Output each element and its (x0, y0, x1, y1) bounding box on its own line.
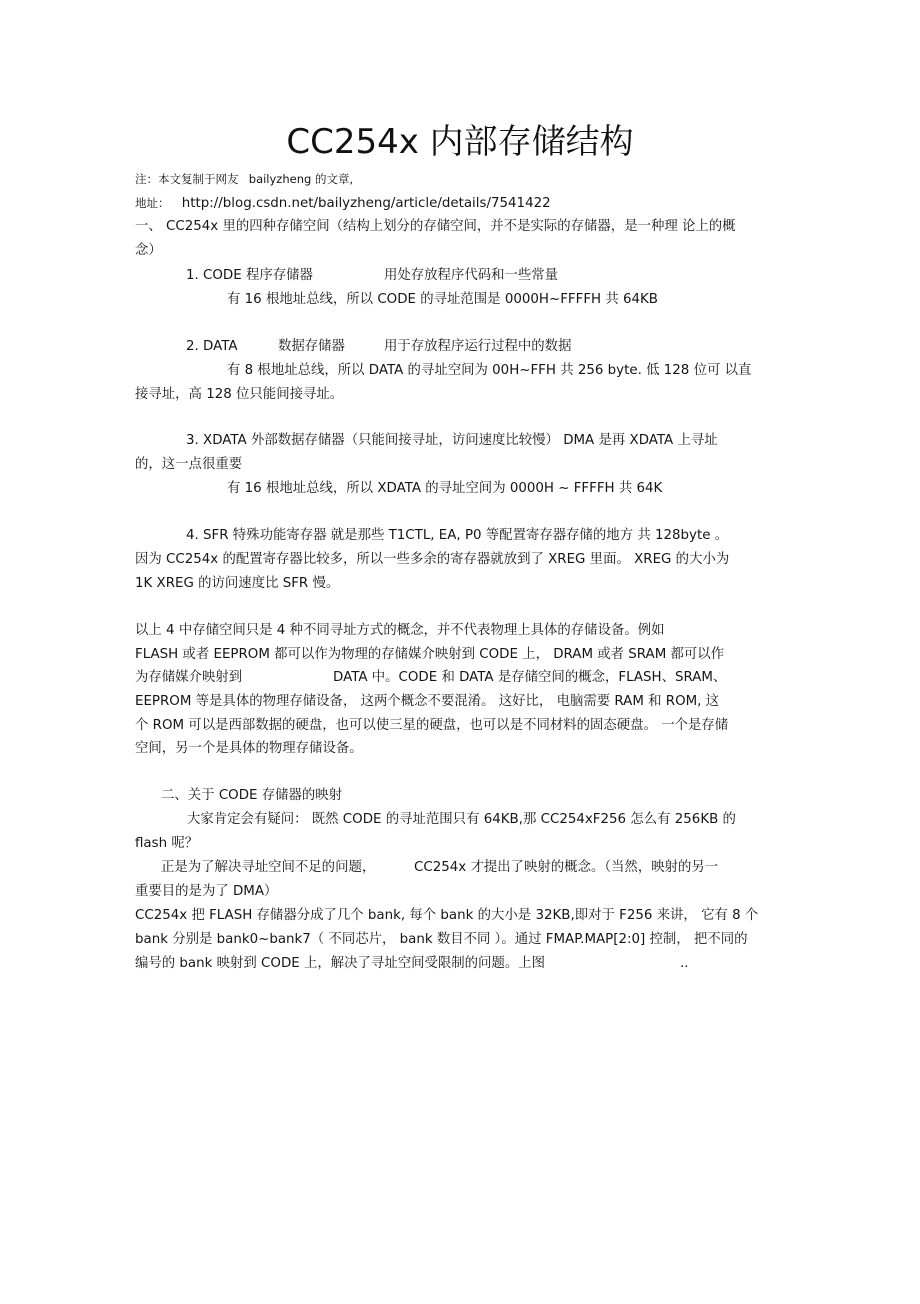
section1-heading-line1: 一、 CC254x 里的四种存储空间（结构上划分的存储空间，并不是实际的存储器，是一种理 论上的概 (135, 219, 736, 234)
address-label: 地址： (135, 196, 170, 210)
section2-line4: 重要目的是为了 DMA） (135, 884, 278, 899)
section2-line7a: 编号的 bank 映射到 CODE 上，解决了寻址空间受限制的问题。上图 (135, 956, 546, 971)
item4-line2: 因为 CC254x 的配置寄存器比较多，所以一些多余的寄存器就放到了 XREG 里面。 XREG 的大小为 (135, 552, 730, 567)
item2-name: 数据存储器 (278, 339, 345, 354)
paragraph1-line5: 个 ROM 可以是西部数据的硬盘，也可以使三星的硬盘，也可以是不同材料的固态硬盘。 一个是存储 (135, 718, 729, 733)
item2-detail-line2: 接寻址，高 128 位只能间接寻址。 (135, 387, 344, 402)
address-url: http://blog.csdn.net/bailyzheng/article/details/7541422 (181, 196, 551, 211)
document-title: CC254x 内部存储结构 (286, 122, 634, 162)
paragraph1-line4: EEPROM 等是具体的物理存储设备， 这两个概念不要混淆。 这好比， 电脑需要 RAM 和 ROM, 这 (135, 694, 720, 709)
section2-line5: CC254x 把 FLASH 存储器分成了几个 bank, 每个 bank 的大小是 32KB,即对于 F256 来讲， 它有 8 个 (135, 908, 759, 923)
section2-line6: bank 分别是 bank0~bank7（ 不同芯片， bank 数目不同 ）。通过 FMAP.MAP[2:0] 控制， 把不同的 (135, 932, 748, 947)
item1-detail: 有 16 根地址总线，所以 CODE 的寻址范围是 0000H~FFFFH 共 64KB (227, 292, 658, 307)
paragraph1-line6: 空间，另一个是具体的物理存储设备。 (135, 741, 363, 756)
item2-desc: 用于存放程序运行过程中的数据 (384, 339, 572, 354)
section2-line1: 大家肯定会有疑问： 既然 CODE 的寻址范围只有 64KB,那 CC254xF256 怎么有 256KB 的 (187, 812, 736, 827)
section1-heading-line2: 念） (135, 243, 162, 258)
item2-title: 2. DATA (186, 339, 238, 354)
paragraph1-line2: FLASH 或者 EEPROM 都可以作为物理的存储媒介映射到 CODE 上， DRAM 或者 SRAM 都可以作 (135, 647, 725, 662)
item3-line2: 的，这一点很重要 (135, 457, 243, 472)
item1-desc: 用处存放程序代码和一些常量 (384, 268, 559, 283)
paragraph1-line1: 以上 4 中存储空间只是 4 种不同寻址方式的概念，并不代表物理上具体的存储设备。例如 (135, 623, 665, 638)
address-line (135, 193, 551, 214)
section2-line2: flash 呢？ (135, 836, 199, 851)
section2-line3b: CC254x 才提出了映射的概念。（当然，映射的另一 (414, 860, 719, 875)
note-line (135, 169, 353, 190)
item3-detail: 有 16 根地址总线，所以 XDATA 的寻址空间为 0000H ~ FFFFH 共 64K (227, 481, 663, 496)
item2-detail-line1: 有 8 根地址总线，所以 DATA 的寻址空间为 00H~FFH 共 256 byte. 低 128 位可 以直 (227, 363, 752, 378)
section2-heading: 二、关于 CODE 存储器的映射 (161, 788, 343, 803)
paragraph1-line3b: DATA 中。CODE 和 DATA 是存储空间的概念，FLASH、SRAM、 (333, 670, 727, 685)
section2-line7b: .. (680, 956, 689, 971)
note-label: 注：本文复制于网友 (135, 172, 239, 186)
note-author: bailyzheng 的文章, (248, 172, 354, 186)
item3-line1: 3. XDATA 外部数据存储器（只能间接寻址，访问速度比较慢） DMA 是再 XDATA 上寻址 (186, 433, 718, 448)
section2-line3a: 正是为了解决寻址空间不足的问题， (161, 860, 376, 875)
item1-title: 1. CODE 程序存储器 (186, 268, 313, 283)
paragraph1-line3a: 为存储媒介映射到 (135, 670, 243, 685)
item4-line1: 4. SFR 特殊功能寄存器 就是那些 T1CTL, EA, P0 等配置寄存器存储的地方 共 128byte 。 (186, 528, 729, 543)
item4-line3: 1K XREG 的访问速度比 SFR 慢。 (135, 576, 340, 591)
